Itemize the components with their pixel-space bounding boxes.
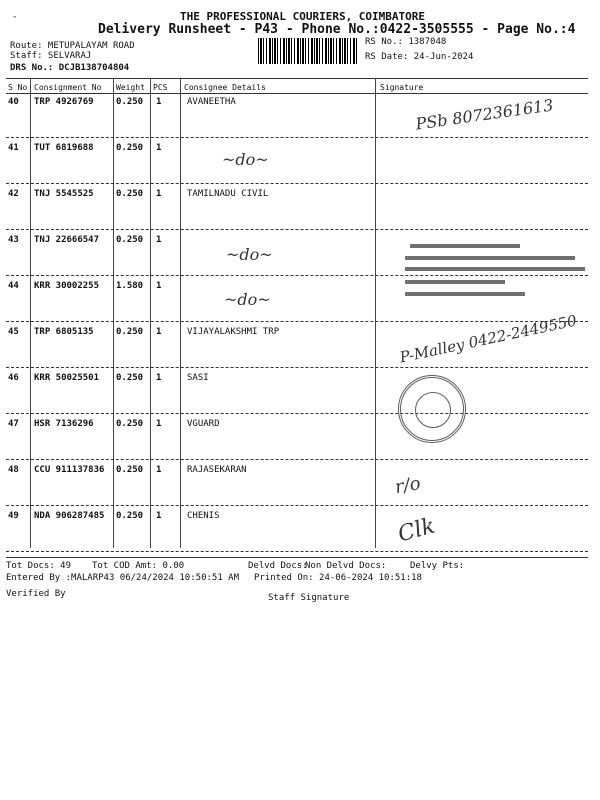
row-consignment-no: NDA 906287485 [34, 511, 105, 521]
col-divider [30, 78, 31, 548]
row-consignment-no: HSR 7136296 [34, 419, 94, 429]
col-divider [180, 78, 181, 548]
row-divider [6, 367, 588, 368]
row-divider [6, 459, 588, 460]
col-header-sno: S No [8, 83, 28, 92]
total-cod: Tot COD Amt: 0.00 [92, 561, 185, 571]
row-weight: 0.250 [116, 143, 144, 153]
corner-dash: - [12, 12, 18, 22]
handwritten-signature-40: PSb 8072361613 [414, 95, 555, 134]
row-consignment-no: TUT 6819688 [34, 143, 94, 153]
verified-by: Verified By [6, 589, 66, 599]
row-consignee: CHENIS [187, 511, 220, 521]
row-consignee: VGUARD [187, 419, 220, 429]
table-top-rule [6, 78, 588, 79]
round-seal-icon [398, 375, 466, 443]
handwritten-mark-icon: ~do~ [224, 290, 271, 309]
handwritten-mark-icon: r/o [393, 472, 423, 499]
row-divider [6, 183, 588, 184]
row-consignment-no: CCU 911137836 [34, 465, 105, 475]
delivered-docs: Delvd Docs: [248, 561, 308, 571]
handwritten-mark-icon: ~do~ [226, 245, 273, 264]
col-divider [150, 78, 151, 548]
row-consignee: TAMILNADU CIVIL [187, 189, 269, 199]
row-sno: 47 [8, 419, 19, 429]
col-header-consignee: Consignee Details [184, 83, 266, 92]
page-title: Delivery Runsheet - P43 - Phone No.:0422-3505555 - Page No.:4 [98, 22, 576, 37]
entered-by: Entered By :MALARP43 06/24/2024 10:50:51 AM [6, 573, 239, 583]
barcode-image [258, 38, 358, 64]
row-divider [6, 505, 588, 506]
row-weight: 0.250 [116, 97, 144, 107]
rs-date: RS Date: 24-Jun-2024 [365, 52, 474, 62]
row-weight: 1.580 [116, 281, 144, 291]
row-divider [6, 275, 588, 276]
row-pcs: 1 [156, 419, 162, 429]
row-divider [6, 229, 588, 230]
row-pcs: 1 [156, 373, 162, 383]
row-pcs: 1 [156, 143, 162, 153]
row-consignment-no: TRP 6805135 [34, 327, 94, 337]
row-sno: 42 [8, 189, 19, 199]
row-consignment-no: KRR 30002255 [34, 281, 100, 291]
row-consignment-no: KRR 50025501 [34, 373, 100, 383]
row-pcs: 1 [156, 327, 162, 337]
footer-rule [6, 557, 588, 558]
row-pcs: 1 [156, 97, 162, 107]
col-header-weight: Weight [116, 83, 145, 92]
row-consignee: SASI [187, 373, 209, 383]
printed-on: Printed On: 24-06-2024 10:51:18 [254, 573, 422, 583]
staff-signature: Staff Signature [268, 593, 350, 603]
row-pcs: 1 [156, 281, 162, 291]
row-divider [6, 413, 588, 414]
non-delivered-docs: Non Delvd Docs: [305, 561, 387, 571]
row-sno: 49 [8, 511, 19, 521]
handwritten-signature-45: P-Malley 0422-2449550 [398, 311, 579, 367]
handwritten-mark-icon: ~do~ [222, 150, 269, 169]
col-header-signature: Signature [380, 83, 424, 92]
row-divider [6, 137, 588, 138]
handwritten-mark-icon: Clk [395, 513, 438, 548]
route-label: Route: METUPALAYAM ROAD [10, 41, 135, 51]
row-sno: 40 [8, 97, 19, 107]
row-weight: 0.250 [116, 235, 144, 245]
col-header-consignment: Consignment No [34, 83, 102, 92]
drs-number: DRS No.: DCJB138704804 [10, 63, 130, 73]
row-sno: 46 [8, 373, 19, 383]
company-name: THE PROFESSIONAL COURIERS, COIMBATORE [180, 10, 426, 23]
row-consignment-no: TNJ 5545525 [34, 189, 94, 199]
row-sno: 44 [8, 281, 19, 291]
row-weight: 0.250 [116, 419, 144, 429]
col-header-pcs: PCS [153, 83, 168, 92]
row-weight: 0.250 [116, 189, 144, 199]
row-consignee: AVANEETHA [187, 97, 236, 107]
row-pcs: 1 [156, 235, 162, 245]
row-divider [6, 551, 588, 552]
col-divider [375, 78, 376, 548]
row-pcs: 1 [156, 189, 162, 199]
row-consignee: RAJASEKARAN [187, 465, 247, 475]
row-pcs: 1 [156, 465, 162, 475]
row-sno: 45 [8, 327, 19, 337]
row-sno: 48 [8, 465, 19, 475]
row-consignment-no: TNJ 22666547 [34, 235, 100, 245]
row-sno: 41 [8, 143, 19, 153]
rs-number: RS No.: 1387048 [365, 37, 447, 47]
total-docs: Tot Docs: 49 [6, 561, 72, 571]
delivery-points: Delvy Pts: [410, 561, 465, 571]
row-sno: 43 [8, 235, 19, 245]
staff-label: Staff: SELVARAJ [10, 51, 92, 61]
row-pcs: 1 [156, 511, 162, 521]
row-weight: 0.250 [116, 327, 144, 337]
row-weight: 0.250 [116, 373, 144, 383]
row-consignment-no: TRP 4926769 [34, 97, 94, 107]
col-divider [113, 78, 114, 548]
row-weight: 0.250 [116, 465, 144, 475]
row-weight: 0.250 [116, 511, 144, 521]
table-header-rule [6, 93, 588, 94]
row-consignee: VIJAYALAKSHMI TRP [187, 327, 280, 337]
row-divider [6, 321, 588, 322]
